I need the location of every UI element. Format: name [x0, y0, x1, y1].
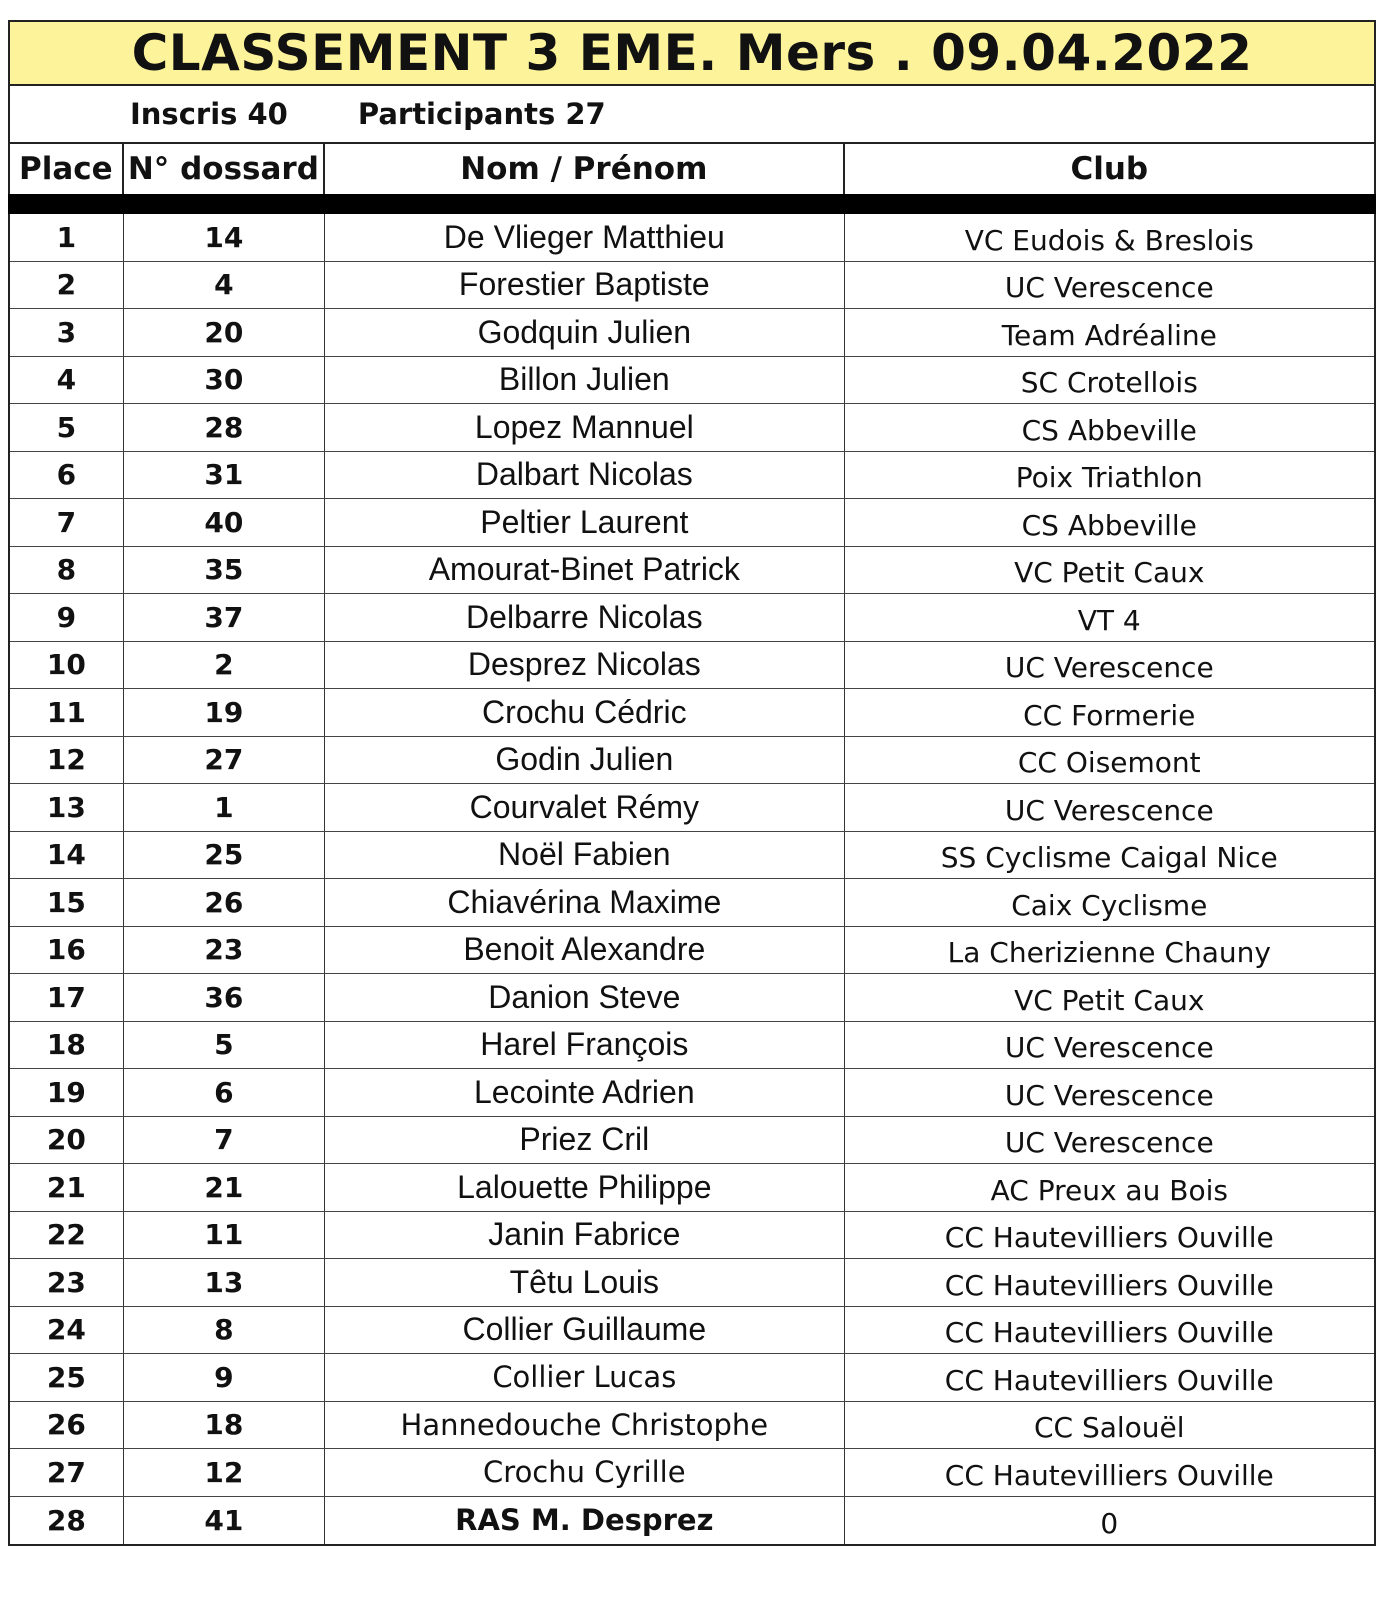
table-row — [10, 1164, 1374, 1212]
cell-name: Peltier Laurent — [325, 499, 844, 546]
cell-bib: 28 — [124, 404, 325, 451]
cell-club: CC Hautevilliers Ouville — [944, 1363, 1274, 1397]
cell-name: Dalbart Nicolas — [325, 452, 844, 499]
cell-name: Billon Julien — [325, 357, 844, 404]
table-row — [10, 974, 1374, 1022]
cell-name: De Vlieger Matthieu — [325, 214, 844, 261]
cell-club: CC Oisemont — [1017, 746, 1201, 780]
cell-place: 6 — [10, 452, 124, 499]
cell-place: 12 — [10, 737, 124, 784]
cell-bib: 40 — [124, 499, 325, 546]
table-row — [10, 1022, 1374, 1070]
cell-name: Hannedouche Christophe — [325, 1402, 844, 1449]
table-row — [10, 357, 1374, 405]
cell-name: Lalouette Philippe — [325, 1164, 844, 1211]
cell-place: 4 — [10, 357, 124, 404]
cell-place: 7 — [10, 499, 124, 546]
results-table-body — [8, 214, 1376, 1546]
table-header — [8, 142, 1376, 194]
cell-place: 15 — [10, 879, 124, 926]
cell-bib: 11 — [124, 1212, 325, 1259]
registered-count: Inscris 40 — [130, 97, 288, 131]
table-row — [10, 1117, 1374, 1165]
table-row — [10, 832, 1374, 880]
cell-place: 23 — [10, 1259, 124, 1306]
table-row — [10, 1449, 1374, 1497]
cell-place: 17 — [10, 974, 124, 1021]
cell-club: Caix Cyclisme — [1011, 888, 1208, 922]
cell-club: CC Hautevilliers Ouville — [944, 1221, 1274, 1255]
cell-name: Lopez Mannuel — [325, 404, 844, 451]
cell-bib: 8 — [124, 1307, 325, 1354]
cell-name: Delbarre Nicolas — [325, 594, 844, 641]
cell-club: AC Preux au Bois — [990, 1173, 1228, 1207]
cell-bib: 13 — [124, 1259, 325, 1306]
cell-bib: 25 — [124, 832, 325, 879]
table-row — [10, 737, 1374, 785]
cell-bib: 23 — [124, 927, 325, 974]
cell-bib: 37 — [124, 594, 325, 641]
cell-place: 19 — [10, 1069, 124, 1116]
cell-club: UC Verescence — [1004, 1126, 1214, 1160]
cell-place: 27 — [10, 1449, 124, 1496]
cell-place: 20 — [10, 1117, 124, 1164]
cell-bib: 2 — [124, 642, 325, 689]
table-row — [10, 214, 1374, 262]
cell-club: 0 — [1100, 1506, 1119, 1540]
cell-name: Janin Fabrice — [325, 1212, 844, 1259]
table-row — [10, 1212, 1374, 1260]
cell-bib: 1 — [124, 784, 325, 831]
cell-club: VT 4 — [1077, 603, 1141, 637]
table-row — [10, 547, 1374, 595]
cell-bib: 18 — [124, 1402, 325, 1449]
cell-name: Harel François — [325, 1022, 844, 1069]
cell-bib: 31 — [124, 452, 325, 499]
cell-bib: 12 — [124, 1449, 325, 1496]
table-row — [10, 1307, 1374, 1355]
cell-place: 3 — [10, 309, 124, 356]
cell-bib: 6 — [124, 1069, 325, 1116]
cell-bib: 5 — [124, 1022, 325, 1069]
table-row — [10, 452, 1374, 500]
cell-name: Priez Cril — [325, 1117, 844, 1164]
table-row — [10, 594, 1374, 642]
table-row — [10, 309, 1374, 357]
cell-name: Amourat-Binet Patrick — [325, 547, 844, 594]
table-row — [10, 499, 1374, 547]
header-bib: N° dossard — [124, 144, 325, 194]
table-row — [10, 1402, 1374, 1450]
table-row — [10, 1354, 1374, 1402]
cell-name: Têtu Louis — [325, 1259, 844, 1306]
cell-place: 9 — [10, 594, 124, 641]
cell-club: CS Abbeville — [1021, 508, 1197, 542]
cell-place: 5 — [10, 404, 124, 451]
cell-club: CC Hautevilliers Ouville — [944, 1458, 1274, 1492]
cell-place: 18 — [10, 1022, 124, 1069]
cell-club: UC Verescence — [1004, 1078, 1214, 1112]
table-row — [10, 1069, 1374, 1117]
cell-place: 28 — [10, 1497, 124, 1545]
cell-name: Crochu Cyrille — [325, 1449, 844, 1496]
cell-club: UC Verescence — [1004, 793, 1214, 827]
cell-bib: 7 — [124, 1117, 325, 1164]
cell-place: 8 — [10, 547, 124, 594]
cell-club: SS Cyclisme Caigal Nice — [940, 841, 1278, 875]
cell-bib: 14 — [124, 214, 325, 261]
cell-bib: 20 — [124, 309, 325, 356]
cell-club: CS Abbeville — [1021, 413, 1197, 447]
cell-bib: 19 — [124, 689, 325, 736]
table-row — [10, 404, 1374, 452]
table-row — [10, 784, 1374, 832]
cell-place: 22 — [10, 1212, 124, 1259]
cell-place: 10 — [10, 642, 124, 689]
cell-place: 21 — [10, 1164, 124, 1211]
table-row — [10, 1497, 1374, 1545]
cell-place: 13 — [10, 784, 124, 831]
cell-place: 24 — [10, 1307, 124, 1354]
participant-count: Participants 27 — [357, 97, 606, 131]
cell-name: Courvalet Rémy — [325, 784, 844, 831]
cell-bib: 41 — [124, 1497, 325, 1545]
cell-place: 14 — [10, 832, 124, 879]
cell-name: Forestier Baptiste — [325, 262, 844, 309]
table-row — [10, 927, 1374, 975]
cell-bib: 30 — [124, 357, 325, 404]
page-title: CLASSEMENT 3 EME. Mers . 09.04.2022 — [8, 20, 1376, 86]
cell-club: SC Crotellois — [1020, 366, 1198, 400]
cell-name: Collier Lucas — [325, 1354, 844, 1401]
cell-bib: 21 — [124, 1164, 325, 1211]
cell-name: Lecointe Adrien — [325, 1069, 844, 1116]
cell-club: VC Petit Caux — [1014, 983, 1205, 1017]
cell-bib: 36 — [124, 974, 325, 1021]
cell-name: RAS M. Desprez — [325, 1497, 844, 1545]
cell-club: Poix Triathlon — [1015, 461, 1203, 495]
cell-place: 25 — [10, 1354, 124, 1401]
cell-bib: 26 — [124, 879, 325, 926]
table-row — [10, 262, 1374, 310]
cell-club: La Cherizienne Chauny — [947, 936, 1271, 970]
cell-place: 16 — [10, 927, 124, 974]
header-divider — [8, 194, 1376, 214]
cell-name: Godquin Julien — [325, 309, 844, 356]
cell-place: 11 — [10, 689, 124, 736]
cell-club: CC Hautevilliers Ouville — [944, 1316, 1274, 1350]
cell-name: Noël Fabien — [325, 832, 844, 879]
cell-club: VC Eudois & Breslois — [964, 223, 1254, 257]
cell-name: Godin Julien — [325, 737, 844, 784]
header-club: Club — [1070, 151, 1149, 187]
header-name: Nom / Prénom — [325, 144, 844, 194]
cell-club: CC Formerie — [1023, 698, 1196, 732]
cell-club: UC Verescence — [1004, 271, 1214, 305]
cell-name: Collier Guillaume — [325, 1307, 844, 1354]
cell-name: Desprez Nicolas — [325, 642, 844, 689]
table-row — [10, 689, 1374, 737]
cell-name: Benoit Alexandre — [325, 927, 844, 974]
cell-club: Team Adréaline — [1001, 318, 1217, 352]
table-row — [10, 642, 1374, 690]
cell-place: 26 — [10, 1402, 124, 1449]
cell-name: Crochu Cédric — [325, 689, 844, 736]
cell-club: UC Verescence — [1004, 651, 1214, 685]
table-row — [10, 879, 1374, 927]
entry-summary — [8, 86, 1376, 142]
cell-club: UC Verescence — [1004, 1031, 1214, 1065]
results-sheet — [8, 20, 1376, 1546]
header-place: Place — [10, 144, 124, 194]
cell-club: CC Salouël — [1033, 1411, 1185, 1445]
cell-place: 1 — [10, 214, 124, 261]
cell-bib: 35 — [124, 547, 325, 594]
cell-club: CC Hautevilliers Ouville — [944, 1268, 1274, 1302]
cell-bib: 9 — [124, 1354, 325, 1401]
cell-name: Chiavérina Maxime — [325, 879, 844, 926]
cell-bib: 27 — [124, 737, 325, 784]
cell-place: 2 — [10, 262, 124, 309]
cell-club: VC Petit Caux — [1014, 556, 1205, 590]
cell-name: Danion Steve — [325, 974, 844, 1021]
table-row — [10, 1259, 1374, 1307]
cell-bib: 4 — [124, 262, 325, 309]
